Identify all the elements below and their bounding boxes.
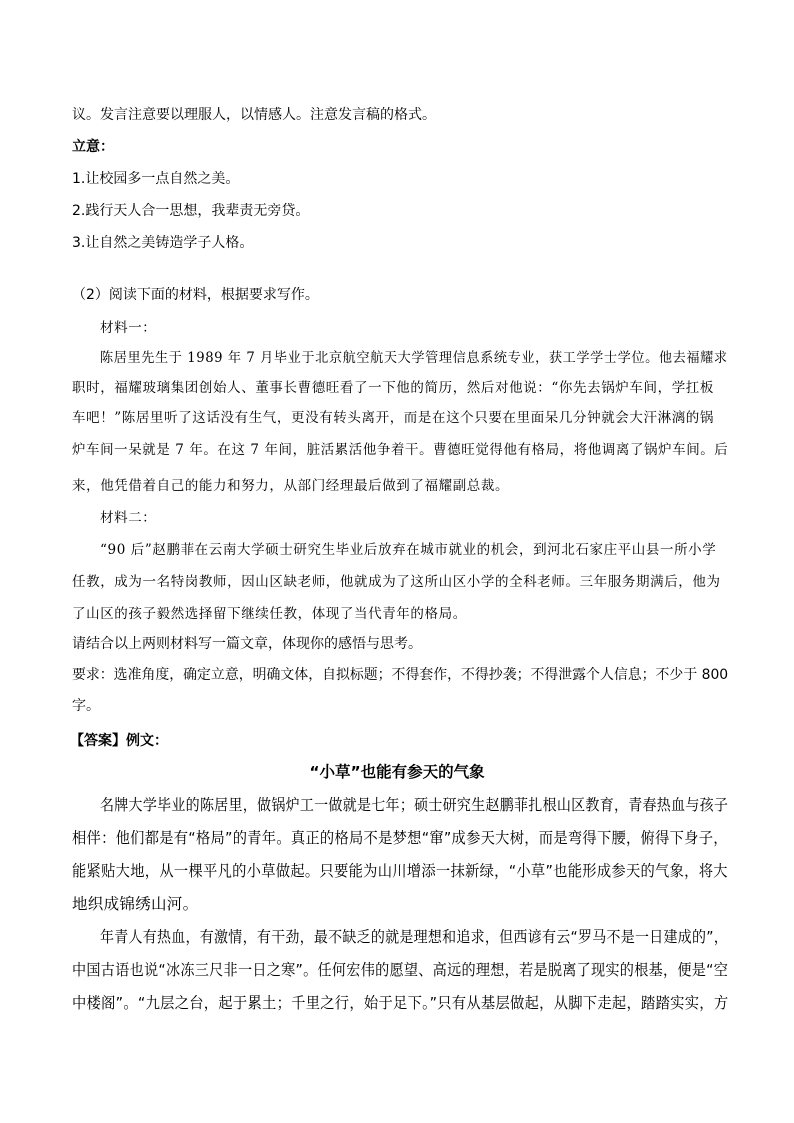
material-two-line: 了山区的孩子毅然选择留下继续任教，体现了当代青年的格局。	[72, 606, 467, 622]
material-one-line: 职时，福耀玻璃集团创始人、董事长曹德旺看了一下他的简历，然后对他说：“你先去锅炉车间，学扛板	[72, 380, 714, 396]
material-one-line: 陈居里先生于 1989 年 7 月毕业于北京航空航天大学管理信息系统专业，获工学学士学位。他去福耀求	[100, 350, 728, 366]
essay-paragraph-line: 相伴：他们都是有“格局”的青年。真正的格局不是梦想“窜”成参天大树，而是弯得下腰，俯得下身子，	[72, 829, 728, 847]
writing-requirements: 要求：选准角度，确定立意，明确文体，自拟标题；不得套作，不得抄袭；不得泄露个人信息；不少于 800	[72, 667, 729, 683]
essay-paragraph-line: 名牌大学毕业的陈居里，做锅炉工一做就是七年；硕士研究生赵鹏菲扎根山区教育，青春热血与孩子	[100, 796, 729, 814]
material-one-line: 炉车间一呆就是 7 年。在这 7 年间，脏活累活他争着干。曹德旺觉得他有格局，将他调离了锅炉车间。后	[72, 442, 729, 458]
question-prompt: （2）阅读下面的材料，根据要求写作。	[72, 287, 319, 303]
material-one-label: 材料一：	[100, 320, 157, 336]
section-heading-liyi: 立意：	[72, 139, 114, 155]
text-line: 议。发言注意要以理服人，以情感人。注意发言稿的格式。	[72, 107, 436, 123]
writing-instruction: 请结合以上两则材料写一篇文章，体现你的感悟与思考。	[72, 636, 422, 652]
list-item: 2.践行天人合一思想，我辈责无旁贷。	[72, 203, 310, 219]
essay-paragraph-line: 中楼阁”。“九层之台，起于累土；千里之行，始于足下。”只有从基层做起，从脚下走起，踏踏实实，方	[72, 994, 729, 1012]
essay-paragraph-line: 能紧贴大地，从一棵平凡的小草做起。只要能为山川增添一抹新绿，“小草”也能形成参天的气象，将大	[72, 862, 728, 880]
essay-paragraph-line: 中国古语也说“冰冻三尺非一日之寒”。任何宏伟的愿望、高远的理想，若是脱离了现实的根基，便是“空	[72, 961, 729, 979]
material-one-line: 车吧！”陈居里听了这话没有生气，更没有转头离开，而是在这个只要在里面呆几分钟就会大汗淋漓的锅	[72, 410, 714, 426]
list-item: 1.让校园多一点自然之美。	[72, 171, 240, 187]
answer-label: 【答案】例文：	[70, 733, 168, 749]
writing-requirements: 字。	[72, 698, 100, 714]
material-two-label: 材料二：	[100, 510, 157, 526]
material-two-line: 任教，成为一名特岗教师，因山区缺老师，他就成为了这所山区小学的全科老师。三年服务期满后，他为	[72, 574, 721, 590]
material-one-line: 来，他凭借着自己的能力和努力，从部门经理最后做到了福耀副总裁。	[72, 478, 510, 494]
essay-paragraph-line: 地织成锦绣山河。	[72, 895, 199, 913]
essay-title: “小草”也能有参天的气象	[309, 763, 485, 781]
list-item: 3.让自然之美铸造学子人格。	[72, 235, 254, 251]
essay-paragraph-line: 年青人有热血，有激情，有干劲，最不缺乏的就是理想和追求，但西谚有云“罗马不是一日建成的”，	[100, 928, 729, 946]
material-two-line: “90 后”赵鹏菲在云南大学硕士研究生毕业后放弃在城市就业的机会，到河北石家庄平山县一所小学	[100, 542, 717, 558]
